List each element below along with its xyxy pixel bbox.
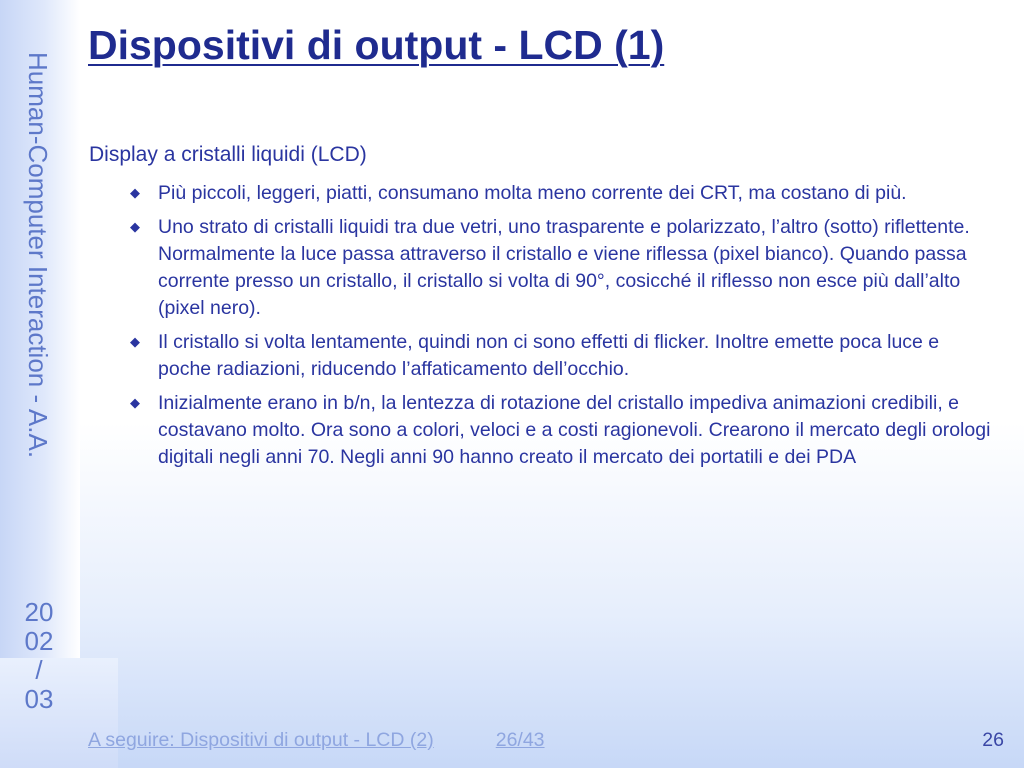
page-number: 26 [982,729,1004,751]
year-line: 03 [24,684,54,714]
diamond-bullet-icon: ◆ [130,185,140,200]
bullet-item [124,329,994,383]
bullet-item [124,180,994,207]
bullet-item [124,214,994,322]
diamond-bullet-icon: ◆ [130,334,140,349]
main-point: Display a cristalli liquidi (LCD) [89,143,367,166]
year-line: 02 [24,626,54,656]
bullet-item [124,390,994,471]
diamond-bullet-icon: ◆ [130,395,140,410]
academic-year [16,598,62,714]
next-slide-link[interactable] [88,729,545,752]
slide-title: Dispositivi di output - LCD (1) [88,22,665,68]
diamond-bullet-icon: ◆ [130,219,140,234]
course-title: Human-Computer Interaction - A.A. [23,52,53,459]
bullet-text: Inizialmente erano in b/n, la lentezza di rotazione del cristallo impediva animazioni credibili, e costavano molto. Ora sono a colori, veloci e a costi ragionevoli. Crearono il mercato degli orologi digitali negli anni 70. Negli anni 90 hanno creato il mercato dei portatili e dei PDA [158,392,991,468]
year-line: / [35,655,43,685]
bullet-list [124,180,994,478]
year-line: 20 [24,597,54,627]
bullet-text: Il cristallo si volta lentamente, quindi non ci sono effetti di flicker. Inoltre emette poca luce e poche radiazioni, riducendo l’affaticamento dell’occhio. [158,331,940,380]
bullet-text: Uno strato di cristalli liquidi tra due vetri, uno trasparente e polarizzato, l’altro (sotto) riflettente. Normalmente la luce passa attraverso il cristallo e viene riflessa (pixel bianco). Quando passa corrente presso un cristallo, il cristallo si volta di 90°, cosicché il riflesso non esce più dall’alto (pixel nero). [158,216,970,319]
next-slide-label: A seguire: Dispositivi di output - LCD (2) [88,729,434,751]
bullet-text: Più piccoli, leggeri, piatti, consumano molta meno corrente dei CRT, ma costano di più. [158,182,907,204]
slide-position: 26/43 [495,729,545,751]
